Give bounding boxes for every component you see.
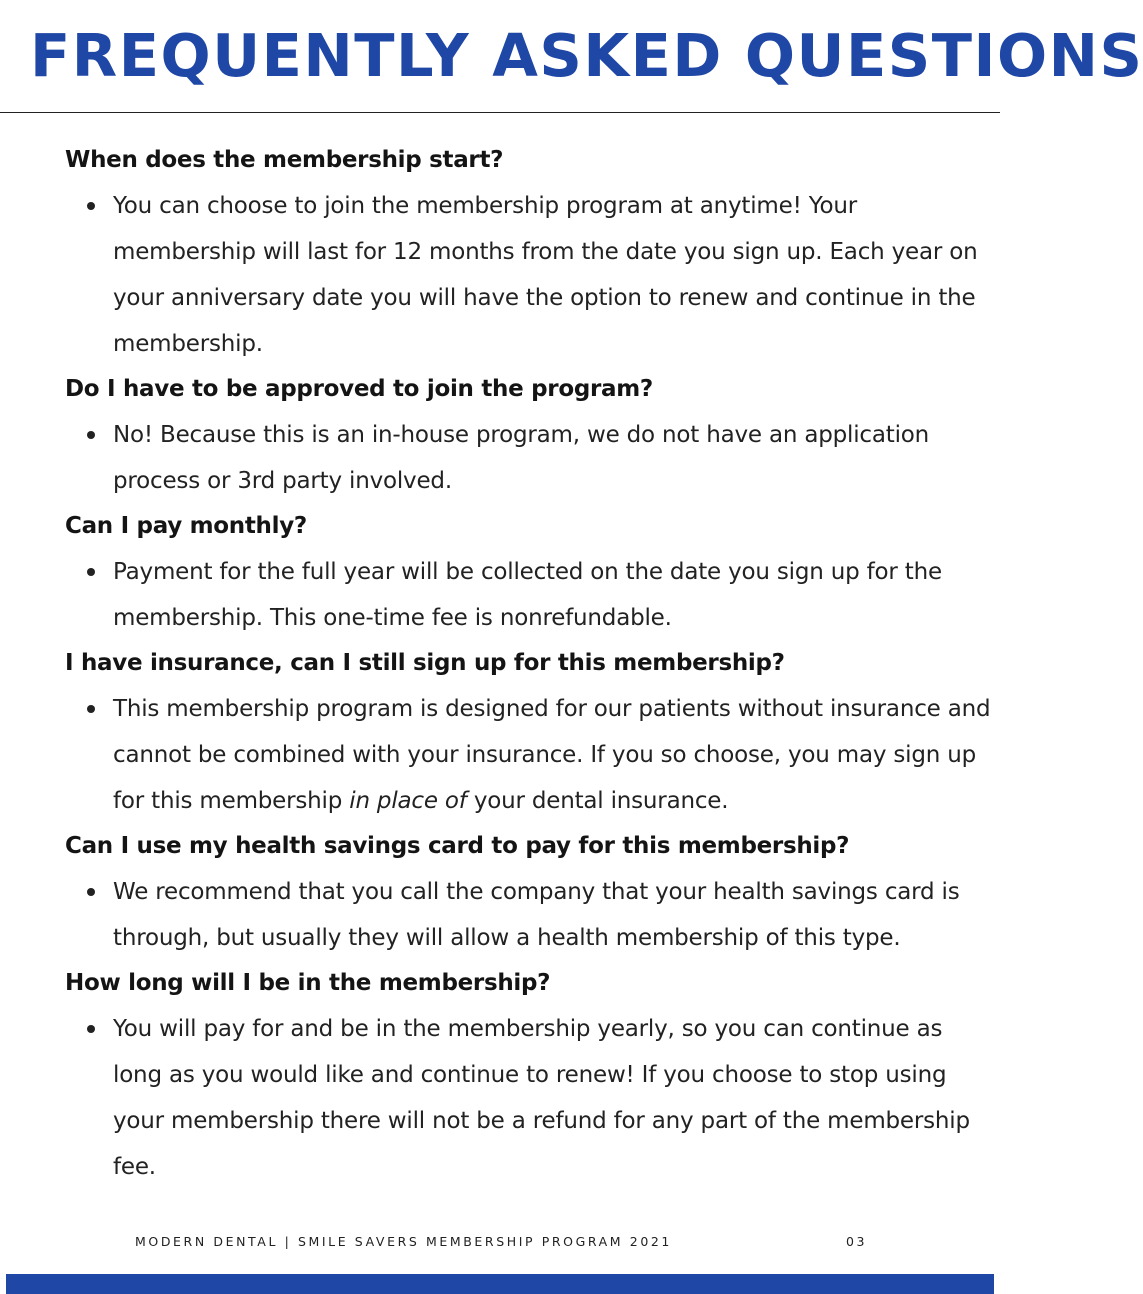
footer-bar xyxy=(6,1274,994,1294)
bullet-icon xyxy=(87,568,95,576)
faq-answer-text: Payment for the full year will be collected on the date you sign up for the membership. This one-time fee is nonrefundable. xyxy=(113,559,942,631)
faq-item xyxy=(65,641,997,824)
faq-answer-text-end: your dental insurance. xyxy=(466,788,729,814)
faq-list xyxy=(65,138,997,1190)
footer-text: MODERN DENTAL | SMILE SAVERS MEMBERSHIP PROGRAM 2021 xyxy=(135,1234,672,1249)
page-number: 03 xyxy=(846,1234,868,1249)
bullet-icon xyxy=(87,888,95,896)
faq-answer xyxy=(65,549,997,641)
faq-answer-text: You will pay for and be in the membership yearly, so you can continue as long as you would like and continue to renew! If you choose to stop using your membership there will not be a refund for any part of the membership fee. xyxy=(113,1016,970,1180)
faq-item xyxy=(65,824,997,961)
faq-answer xyxy=(65,1006,997,1190)
faq-item xyxy=(65,961,997,1190)
faq-item xyxy=(65,367,997,504)
faq-answer-text: No! Because this is an in-house program, we do not have an application process or 3rd party involved. xyxy=(113,422,930,494)
faq-answer xyxy=(65,686,997,824)
faq-question: Do I have to be approved to join the program? xyxy=(65,376,653,402)
faq-question: I have insurance, can I still sign up for this membership? xyxy=(65,650,785,676)
faq-question: When does the membership start? xyxy=(65,147,504,173)
faq-answer xyxy=(65,183,997,367)
title-divider xyxy=(0,112,1000,113)
faq-answer xyxy=(65,412,997,504)
page-title: FREQUENTLY ASKED QUESTIONS xyxy=(30,21,1143,90)
faq-question: Can I pay monthly? xyxy=(65,513,307,539)
bullet-icon xyxy=(87,431,95,439)
bullet-icon xyxy=(87,1025,95,1033)
faq-answer-text-start: This membership program is designed for our patients without insurance and cannot be combined with your insurance. If you so choose, you may sign up for this membership xyxy=(113,696,991,814)
faq-item xyxy=(65,138,997,367)
faq-answer xyxy=(65,869,997,961)
faq-question: How long will I be in the membership? xyxy=(65,970,551,996)
faq-answer-emphasis: in place of xyxy=(349,788,467,814)
faq-question: Can I use my health savings card to pay for this membership? xyxy=(65,833,850,859)
faq-answer-text: You can choose to join the membership program at anytime! Your membership will last for 12 months from the date you sign up. Each year on your anniversary date you will have the option to renew and continue in the membership. xyxy=(113,193,978,357)
bullet-icon xyxy=(87,202,95,210)
faq-answer-text: We recommend that you call the company that your health savings card is through, but usually they will allow a health membership of this type. xyxy=(113,879,960,951)
faq-item xyxy=(65,504,997,641)
bullet-icon xyxy=(87,705,95,713)
